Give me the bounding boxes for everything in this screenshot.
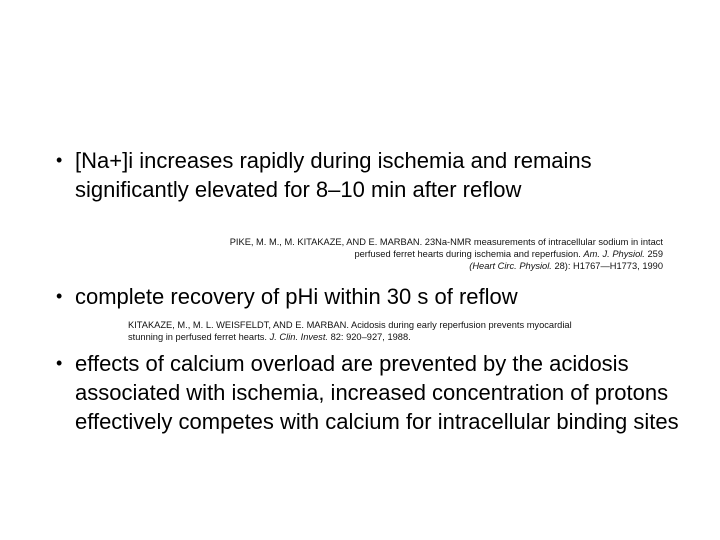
journal-name: J. Clin. Invest. <box>269 332 328 342</box>
reference-line: KITAKAZE, M., M. L. WEISFELDT, AND E. MARBAN. Acidosis during early reperfusion prevents myocardial <box>128 320 572 330</box>
reference-line: stunning in perfused ferret hearts. J. Clin. Invest. 82: 920–927, 1988. <box>128 332 411 342</box>
reference-line: PIKE, M. M., M. KITAKAZE, AND E. MARBAN. 23Na-NMR measurements of intracellular sodium in intact <box>229 237 663 247</box>
bullet-item-sodium <box>56 146 676 204</box>
bullet-marker: • <box>56 150 63 170</box>
journal-name: (Heart Circ. Physiol. <box>469 261 552 271</box>
reference-kitakaze <box>128 319 648 343</box>
reference-line: perfused ferret hearts during ischemia and reperfusion. Am. J. Physiol. 259 <box>354 249 663 259</box>
journal-name: Am. J. Physiol. <box>583 249 645 259</box>
reference-pike <box>143 236 663 272</box>
bullet-item-phi <box>56 282 676 311</box>
reference-line: (Heart Circ. Physiol. 28): H1767—H1773, 1990 <box>469 261 663 271</box>
bullet-marker: • <box>56 353 63 373</box>
bullet-text: [Na+]i increases rapidly during ischemia and remains significantly elevated for 8–10 min after reflow <box>75 148 592 202</box>
bullet-item-calcium <box>56 349 696 436</box>
bullet-marker: • <box>56 286 63 306</box>
bullet-text: complete recovery of pHi within 30 s of reflow <box>75 284 518 309</box>
bullet-text: effects of calcium overload are prevented by the acidosis associated with ischemia, increased concentration of protons effectively competes with calcium for intracellular binding sites <box>75 351 679 434</box>
